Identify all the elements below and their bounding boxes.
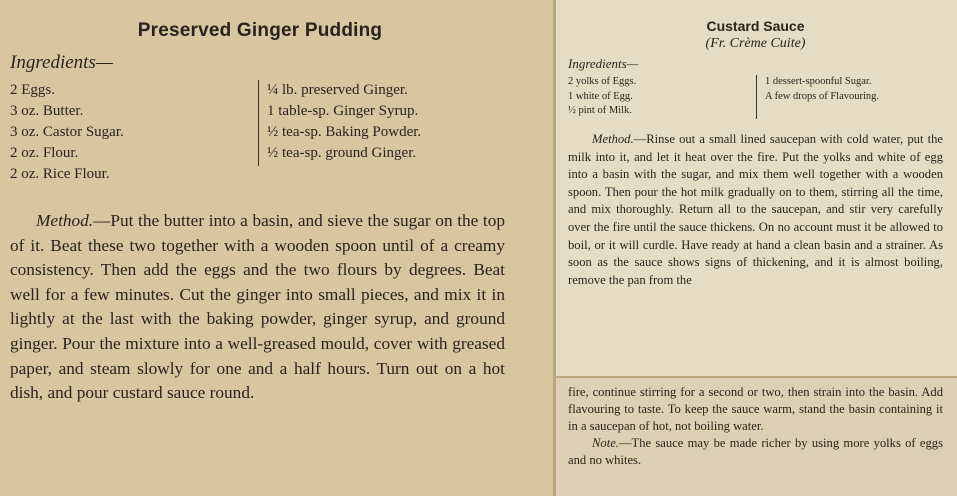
ingredient-item: 3 oz. Castor Sugar. xyxy=(10,124,124,140)
ingredients-column-1 xyxy=(568,75,756,119)
ingredients-column-2 xyxy=(258,80,421,166)
note-label: Note. xyxy=(592,436,619,450)
ingredient-item: 2 oz. Rice Flour. xyxy=(10,166,110,182)
ingredient-item: ¼ lb. preserved Ginger. xyxy=(267,82,408,98)
ingredient-item: A few drops of Flavouring. xyxy=(765,90,880,102)
custard-sauce-continuation xyxy=(556,378,957,496)
note-paragraph xyxy=(568,435,943,469)
ingredient-item: ½ tea-sp. Baking Powder. xyxy=(267,124,422,140)
ingredient-item: 1 dessert-spoonful Sugar. xyxy=(765,76,872,87)
method-continued: fire, continue stirring for a second or two, then strain into the basin. Add flavouring to taste. To keep the sauce warm, stand the basin containing it in a saucepan of hot, not boiling water. xyxy=(568,385,943,433)
custard-sauce-recipe xyxy=(556,0,957,376)
note-text: —The sauce may be made richer by using more yolks of eggs and no whites. xyxy=(568,436,943,467)
ingredients-heading: Ingredients— xyxy=(568,56,639,71)
method-text: —Put the butter into a basin, and sieve the sugar on the top of it. Beat these two together with a wooden spoon until of a creamy consistency. Then add the eggs and the two flours by degrees. Beat well for a few minutes. Cut the ginger into small pieces, and mix it in lightly at the last with the baking powder, ginger syrup, and ground ginger. Pour the mixture into a well-greased mould, cover with greased paper, and steam slowly for one and a half hours. Turn out on a hot dish, and pour custard sauce round. xyxy=(10,211,505,403)
ingredients-heading: Ingredients— xyxy=(10,52,113,73)
method-label: Method. xyxy=(36,211,94,230)
method-label: Method. xyxy=(592,132,634,146)
method-paragraph xyxy=(10,209,505,406)
ingredient-item: ½ pint of Milk. xyxy=(568,105,632,116)
ingredient-item: ½ tea-sp. ground Ginger. xyxy=(267,145,417,161)
ingredients-list xyxy=(568,75,943,119)
recipe-subtitle: (Fr. Crème Cuite) xyxy=(705,36,806,51)
method-text: —Rinse out a small lined saucepan with cold water, put the milk into it, and let it heat over the fire. Put the yolks and white of egg into a basin with the sugar, and mix them well together with a wooden spoon. Then pour the hot milk gradually on to them, stirring all the time, and mix thoroughly. Return all to the saucepan, and stir very carefully over the fire until the sauce thickens. On no account must it be allowed to boil, or it will curdle. Have ready at hand a clean basin and a strainer. As soon as the sauce shows signs of thickening, and it is almost boiling, remove the pan from the xyxy=(568,132,943,287)
ingredients-column-1 xyxy=(10,80,258,185)
ingredient-item: 3 oz. Butter. xyxy=(10,103,84,119)
recipe-title: Custard Sauce xyxy=(706,18,805,34)
ingredients-list xyxy=(10,80,553,185)
method-paragraph xyxy=(568,131,943,289)
ingredient-item: 2 Eggs. xyxy=(10,82,55,98)
ingredients-column-2 xyxy=(756,75,879,119)
ingredient-item: 1 white of Egg. xyxy=(568,90,633,102)
ingredient-item: 2 oz. Flour. xyxy=(10,145,79,161)
ingredient-item: 1 table-sp. Ginger Syrup. xyxy=(267,103,419,119)
recipe-title: Preserved Ginger Pudding xyxy=(137,20,383,41)
ingredient-item: 2 yolks of Eggs. xyxy=(568,76,637,87)
